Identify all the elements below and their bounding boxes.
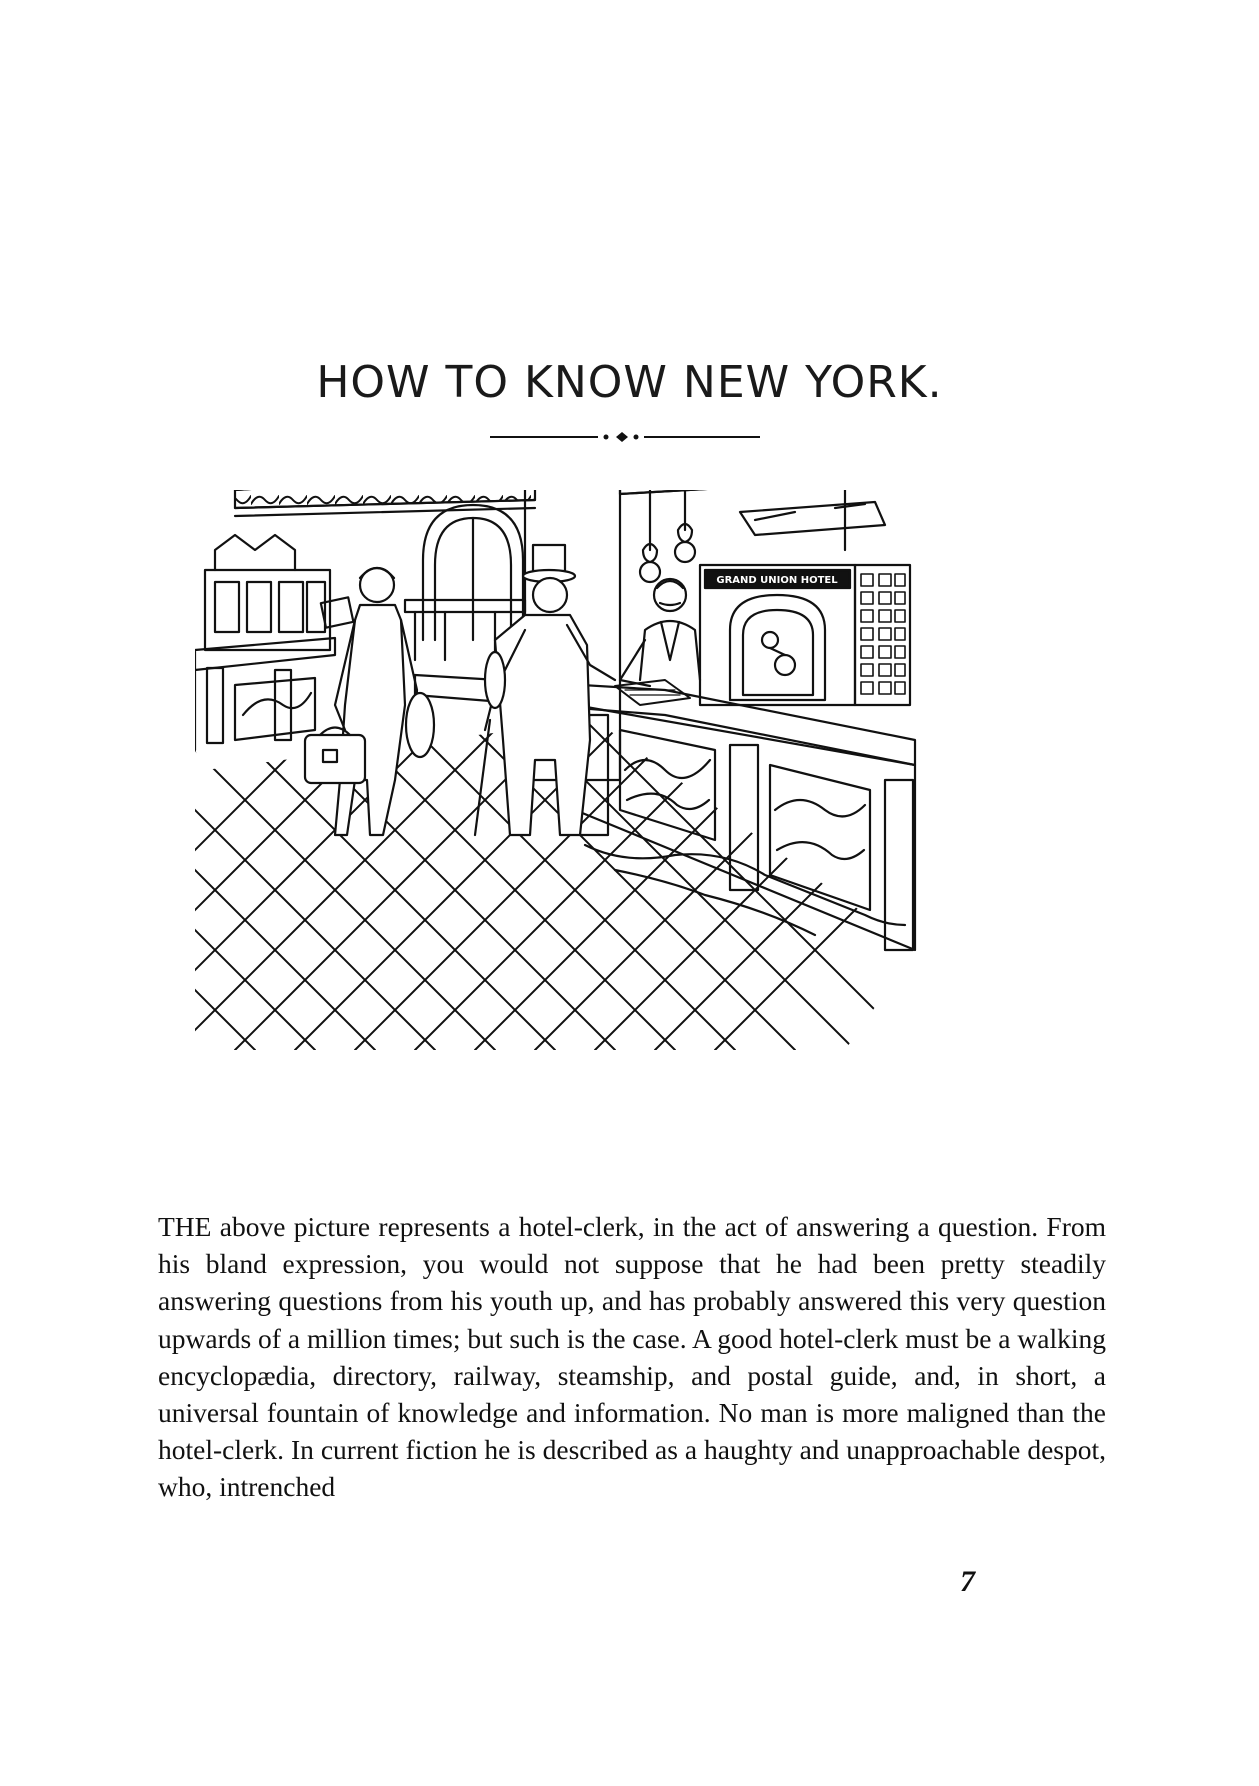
page-number: 7: [960, 1565, 975, 1598]
paragraph-text: above picture represents a hotel-clerk, in the act of answering a question. From his bland expression, you would not suppose that he had been pretty steadily answering questions from his youth up, and has probably answered this very question upwards of a million times; but such is the case. A good hotel-clerk must be a walking encyclopædia, directory, railway, steamship, and postal guide, and, in short, a universal fountain of knowledge and information. No man is more maligned than the hotel-clerk. In current fiction he is described as a haughty and unapproachable despot, who, intrenched: [158, 1211, 1106, 1503]
clock-cabinet: [700, 565, 855, 705]
page-title: HOW TO KNOW NEW YORK.: [316, 357, 943, 409]
left-cabinet: [205, 535, 353, 650]
body-paragraph: [158, 1208, 1106, 1506]
tiled-floor: [195, 650, 1065, 1050]
transom-window: [740, 490, 885, 550]
paragraph-lead-word: THE: [158, 1211, 212, 1242]
mail-rack: [855, 565, 910, 705]
gentleman-figure: [475, 545, 615, 835]
back-counter-left: [195, 638, 335, 750]
title-ornament-rule: [490, 430, 760, 444]
right-frieze: [620, 490, 925, 494]
front-counter: [415, 675, 915, 950]
left-frieze: [235, 490, 535, 516]
hotel-sign-text: GRAND UNION HOTEL: [716, 575, 838, 586]
hanging-lamps: [640, 490, 695, 582]
hotel-clerk-figure: [620, 579, 700, 686]
hotel-lobby-illustration: [195, 490, 1065, 1190]
